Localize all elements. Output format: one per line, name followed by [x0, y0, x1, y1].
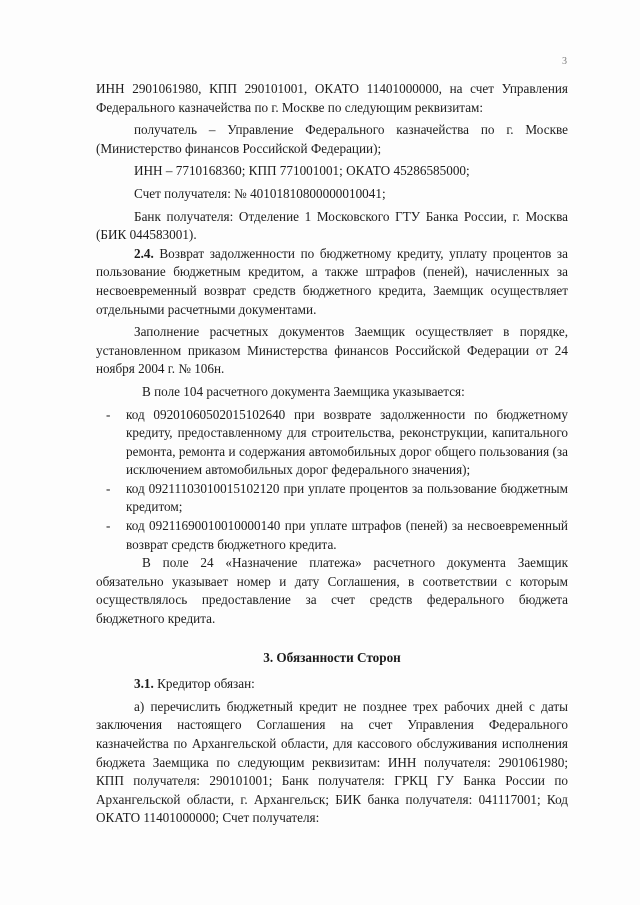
- clause-number: 3.1.: [134, 676, 154, 692]
- clause-text: Возврат задолженности по бюджетному кредиту, уплату процентов за пользование бюджетным кредитом, а также штрафов (пеней), начисленных за несвоевременный возврат средств бюджетного кредита, Заемщик осуществляет отдельными расчетными документами.: [96, 245, 568, 317]
- section-heading: 3. Обязанности Сторон: [263, 649, 401, 665]
- list-item: [96, 480, 568, 517]
- list-item-text: код 09211103010015102120 при уплате процентов за пользование бюджетным кредитом;: [126, 480, 568, 515]
- list-dash: -: [106, 518, 111, 534]
- paragraph-filling-order: Заполнение расчетных документов Заемщик осуществляет в порядке, установленном приказом Министерства финансов Российской Федерации от 24 ноября 2004 г. № 106н.: [96, 324, 568, 377]
- paragraph-recipient-inn: ИНН – 7710168360; КПП 771001001; ОКАТО 45286585000;: [134, 163, 470, 179]
- page-number: 3: [562, 56, 567, 67]
- paragraph-recipient: получатель – Управление Федерального казначейства по г. Москве (Министерство финансов Российской Федерации);: [96, 122, 568, 156]
- clause-text: Кредитор обязан:: [157, 676, 255, 692]
- list-dash: -: [106, 406, 111, 422]
- list-item: [96, 406, 568, 480]
- paragraph-field-104: В поле 104 расчетного документа Заемщика указывается:: [142, 383, 465, 399]
- paragraph-3-1: [96, 675, 568, 694]
- paragraph-field-24: В поле 24 «Назначение платежа» расчетного документа Заемщик обязательно указывает номер и дату Соглашения, в соответствии с которым осуществлялось предоставление за счет средств федерального бюджета бюджетного кредита.: [96, 555, 568, 627]
- paragraph-recipient-bank: Банк получателя: Отделение 1 Московского ГТУ Банка России, г. Москва (БИК 044583001).: [96, 208, 568, 243]
- paragraph-creditor-duty-a: а) перечислить бюджетный кредит не позднее трех рабочих дней с даты заключения настоящего Соглашения на счет Управления Федерального казначейства по Архангельской области, для кассового обслуживания исполнения бюджета Заемщика по следующим реквизитам: ИНН получателя: 2901061980; КПП получателя: 290101001; Банк получателя: ГРКЦ ГУ Банка России по Архангельской области, г. Архангельск; БИК банка получателя: 041117001; Код ОКАТО 11401000000; Счет получателя:: [96, 698, 568, 826]
- list-item: [96, 517, 568, 554]
- list-item-text: код 09211690010010000140 при уплате штрафов (пеней) за несвоевременный возврат средств бюджетного кредита.: [126, 518, 568, 552]
- list-item-text: код 09201060502015102640 при возврате задолженности по бюджетному кредиту, предоставленному для строительства, реконструкции, капитального ремонта, ремонта и содержания автомобильных дорог общего пользования (за исключением автомобильных дорог федерального значения);: [126, 406, 568, 478]
- document-body: [96, 80, 568, 828]
- paragraph-recipient-account: Счет получателя: № 40101810800000010041;: [134, 185, 386, 201]
- paragraph-2-4: [96, 245, 568, 319]
- list-dash: -: [106, 480, 111, 496]
- paragraph-payment-account: ИНН 2901061980, КПП 290101001, ОКАТО 11401000000, на счет Управления Федерального казначейства по г. Москве по следующим реквизитам:: [96, 81, 568, 115]
- clause-number: 2.4.: [134, 245, 154, 261]
